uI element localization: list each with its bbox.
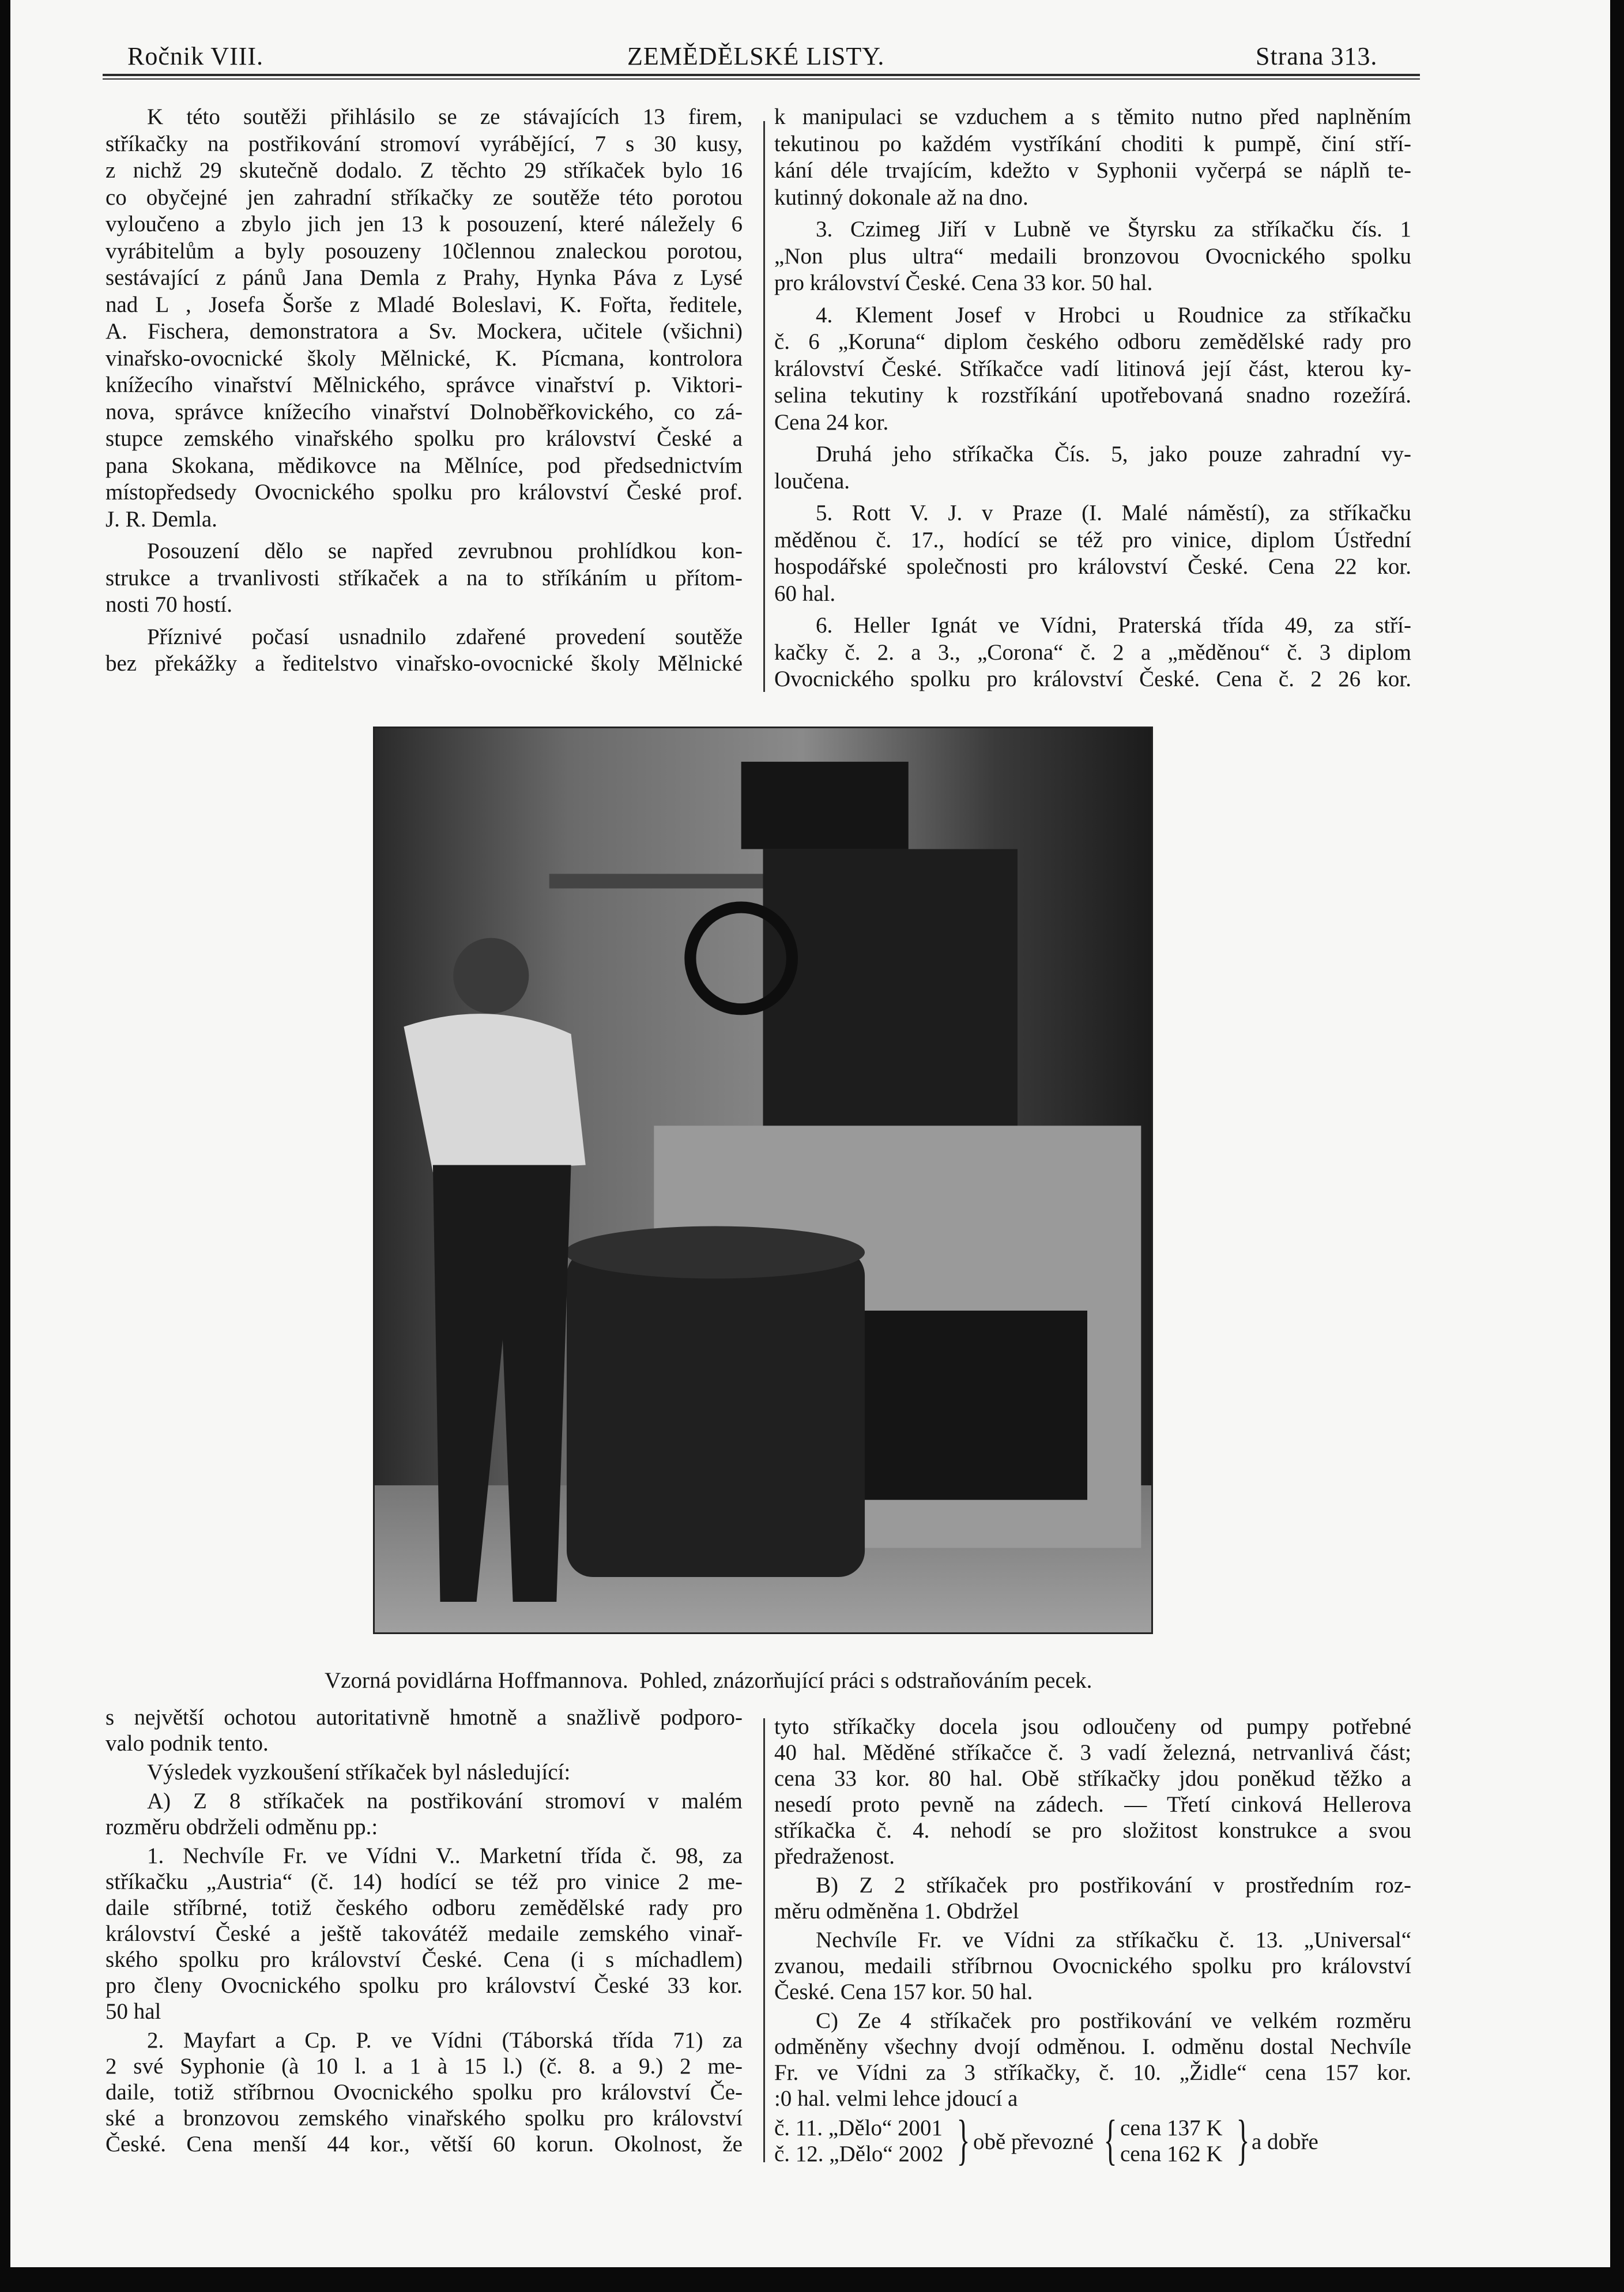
brace-price: cena 162 K bbox=[1120, 2142, 1223, 2166]
text-line: bez překážky a ředitelstvo vinařsko-ovocnické školy Mělnické bbox=[105, 651, 743, 676]
text-line: hospodářské společnosti pro království České. Cena 22 kor. bbox=[774, 554, 1411, 579]
paragraph bbox=[774, 612, 1411, 693]
text-line: království České a ještě takovátéž medaile zemského vinař- bbox=[105, 1921, 743, 1946]
text-line: co obyčejné jen zahradní stříkačky ze soutěže této porotou bbox=[105, 185, 743, 210]
text-line: vinařsko-ovocnické školy Mělnické, K. Pícmana, kontrolora bbox=[105, 345, 743, 371]
paragraph bbox=[774, 302, 1411, 436]
text-line: nad L , Josefa Šorše z Mladé Boleslavi, K. Fořta, ředitele, bbox=[105, 292, 743, 317]
text-line: 5. Rott V. J. v Praze (I. Malé náměstí), za stříkačku bbox=[816, 500, 1411, 525]
text-line: 60 hal. bbox=[774, 581, 836, 606]
text-line: měru odměněna 1. Obdržel bbox=[774, 1899, 1019, 1924]
text-line: J. R. Demla. bbox=[105, 506, 217, 532]
brace-shared-label: obě převozné bbox=[973, 2129, 1094, 2154]
photo-table-opening bbox=[854, 1311, 1087, 1500]
text-line: kání déle trvajícím, kdežto v Syphonii vyčerpá se náplň te- bbox=[774, 158, 1411, 183]
text-line: vyrábitelům a byly posouzeny 10člennou znaleckou porotou, bbox=[105, 238, 743, 264]
paragraph bbox=[105, 1788, 743, 1840]
text-line: Druhá jeho stříkačka Čís. 5, jako pouze zahradní vy- bbox=[816, 442, 1411, 466]
text-line: měděnou č. 17., hodící se též pro vinice, diplom Ústřední bbox=[774, 527, 1411, 552]
text-line: 1. Nechvíle Fr. ve Vídni V.. Marketní třída č. 98, za bbox=[147, 1843, 743, 1868]
paragraph bbox=[105, 2027, 743, 2157]
photo-vat bbox=[567, 1250, 865, 1577]
text-line: selina tekutiny k rozstříkání upotřebovaná snadno rozežírá. bbox=[774, 383, 1411, 408]
right-brace-icon: } bbox=[1236, 2109, 1250, 2170]
figure-photo bbox=[373, 727, 1153, 1634]
paragraph bbox=[774, 2008, 1411, 2112]
photo-hood bbox=[741, 762, 909, 849]
text-line: pro členy Ovocnického spolku pro království České 33 kor. bbox=[105, 1973, 743, 1998]
text-line: odměněny všechny dvojí odměnou. I. odměnu dostal Nechvíle bbox=[774, 2034, 1411, 2059]
text-line: pro království České. Cena 33 kor. 50 hal. bbox=[774, 270, 1153, 295]
text-line: 2 své Syphonie (à 10 l. a 1 à 15 l.) (č. 8. a 9.) 2 me- bbox=[105, 2054, 743, 2079]
text-line: království České. Stříkačce vadí litinová její část, kterou ky- bbox=[774, 356, 1411, 381]
newspaper-page bbox=[10, 0, 1610, 2267]
text-line: B) Z 2 stříkaček pro postřikování v prostředním roz- bbox=[816, 1873, 1411, 1898]
text-line: 2. Mayfart a Cp. P. ve Vídni (Táborská třída 71) za bbox=[147, 2028, 743, 2053]
brace-price: cena 137 K bbox=[1120, 2116, 1223, 2140]
paragraph bbox=[105, 1843, 743, 2024]
text-line: 6. Heller Ignát ve Vídni, Praterská třída 49, za stří- bbox=[816, 613, 1411, 638]
paragraph bbox=[774, 1872, 1411, 1924]
text-line: České. Cena 157 kor. 50 hal. bbox=[774, 1979, 1033, 2004]
text-line: 3. Czimeg Jiří v Lubně ve Štyrsku za stříkačku čís. 1 bbox=[816, 217, 1411, 242]
photo-man-shirt bbox=[404, 1014, 585, 1172]
brace-items bbox=[774, 2115, 944, 2167]
paragraph bbox=[105, 1704, 743, 1756]
brace-item: č. 12. „Dělo“ 2002 bbox=[774, 2142, 944, 2166]
text-line: cena 33 kor. 80 hal. Obě stříkačky jdou poněkud těžko a bbox=[774, 1766, 1411, 1791]
text-line: kačky č. 2. a 3., „Corona“ č. 2 a „měděnou“ č. 3 diplom bbox=[774, 639, 1411, 665]
text-line: tekutinou po každém vystříkání choditi k pumpě, činí stří- bbox=[774, 131, 1411, 156]
paragraph bbox=[774, 216, 1411, 297]
text-line: tyto stříkačky docela jsou odloučeny od pumpy potřebné bbox=[774, 1714, 1411, 1739]
text-line: daile, totiž stříbrnou Ovocnického spolku pro království Če- bbox=[105, 2080, 743, 2105]
paragraph bbox=[774, 1714, 1411, 1869]
text-line: Cena 24 kor. bbox=[774, 409, 889, 435]
text-line: předraženost. bbox=[774, 1844, 895, 1869]
text-line: A) Z 8 stříkaček na postřikování stromoví v malém bbox=[147, 1789, 743, 1813]
right-brace-icon: } bbox=[956, 2109, 970, 2170]
text-line: loučena. bbox=[774, 468, 850, 494]
article-column-top-left bbox=[105, 104, 743, 678]
text-line: „Non plus ultra“ medaili bronzovou Ovocnického spolku bbox=[774, 243, 1411, 269]
text-line: nosti 70 hostí. bbox=[105, 592, 232, 617]
article-column-top-right bbox=[774, 104, 1411, 693]
text-line: Posouzení dělo se napřed zevrubnou prohlídkou kon- bbox=[147, 539, 743, 563]
text-line: č. 6 „Koruna“ diplom českého odboru zemědělské rady pro bbox=[774, 329, 1411, 354]
left-brace-icon: { bbox=[1103, 2109, 1117, 2170]
paragraph bbox=[105, 1759, 743, 1785]
brace-tail-label: a dobře bbox=[1252, 2129, 1318, 2154]
text-line: sestávající z pánů Jana Demla z Prahy, Hynka Páva z Lysé bbox=[105, 265, 743, 290]
journal-title: ZEMĚDĚLSKÉ LISTY. bbox=[627, 42, 885, 70]
text-line: kutinný dokonale až na dno. bbox=[774, 185, 1028, 210]
paragraph bbox=[774, 104, 1411, 211]
text-line: K této soutěži přihlásilo se ze stávajících 13 firem, bbox=[147, 104, 743, 129]
page-number: Strana 313. bbox=[1256, 42, 1378, 70]
text-line: místopředsedy Ovocnického spolku pro království České prof. bbox=[105, 480, 743, 505]
text-line: stříkačka č. 4. nehodí se pro složitost konstrukce a svou bbox=[774, 1818, 1411, 1843]
text-line: z nichž 29 skutečně dodalo. Z těchto 29 stříkaček bylo 16 bbox=[105, 158, 743, 183]
text-line: Fr. ve Vídni za 3 stříkačky, č. 10. „Židle“ cena 157 kor. bbox=[774, 2060, 1411, 2085]
paragraph bbox=[774, 441, 1411, 495]
column-divider-bottom bbox=[763, 1718, 765, 2162]
price-brace-table bbox=[774, 2109, 1414, 2173]
text-line: stupce zemského vinařského spolku pro království České a bbox=[105, 426, 743, 451]
header-rule bbox=[103, 74, 1420, 76]
text-line: k manipulaci se vzduchem a s těmito nutno před naplněním bbox=[774, 104, 1411, 129]
text-line: Ovocnického spolku pro království České. Cena č. 2 26 kor. bbox=[774, 667, 1411, 691]
text-line: valo podnik tento. bbox=[105, 1731, 269, 1756]
text-line: s největší ochotou autoritativně hmotně a snažlivě podporo- bbox=[105, 1705, 743, 1730]
text-line: pana Skokana, mědikovce na Mělníce, pod předsednictvím bbox=[105, 453, 743, 478]
text-line: zvanou, medaili stříbrnou Ovocnického spolku pro království bbox=[774, 1954, 1411, 1978]
column-divider bbox=[763, 121, 765, 692]
text-line: stříkačky na postřikování stromoví vyrábějící, 7 s 30 kusy, bbox=[105, 131, 743, 156]
text-line: Příznivé počasí usnadnilo zdařené provedení soutěže bbox=[147, 624, 743, 649]
photo-vat-rim bbox=[565, 1226, 865, 1279]
header-rule-thin bbox=[103, 78, 1420, 80]
text-line: Nechvíle Fr. ve Vídni za stříkačku č. 13. „Universal“ bbox=[816, 1928, 1411, 1952]
photo-man-head bbox=[453, 938, 529, 1014]
paragraph bbox=[105, 104, 743, 533]
text-line: stříkačku „Austria“ (č. 14) hodící se též pro vinice 2 me- bbox=[105, 1869, 743, 1894]
text-line: daile stříbrné, totiž českého odboru zemědělské rady pro bbox=[105, 1895, 743, 1920]
text-line: nova, správce knížecího vinařství Dolnoběřkovického, co zá- bbox=[105, 399, 743, 424]
figure-caption: Vzorná povidlárna Hoffmannova. Pohled, znázorňující práci s odstraňováním pecek. bbox=[325, 1668, 1092, 1693]
text-line: rozměru obdrželi odměnu pp.: bbox=[105, 1815, 378, 1839]
paragraph bbox=[105, 624, 743, 678]
article-column-bottom-right bbox=[774, 1714, 1411, 2112]
paragraph bbox=[774, 500, 1411, 607]
paragraph bbox=[774, 1927, 1411, 2005]
text-line: strukce a trvanlivosti stříkaček a na to stříkáním u přítom- bbox=[105, 565, 743, 590]
paragraph bbox=[105, 538, 743, 619]
photo-rack bbox=[549, 874, 767, 888]
text-line: 50 hal bbox=[105, 1999, 161, 2024]
text-line: nesedí proto pevně na zádech. — Třetí cinková Hellerova bbox=[774, 1792, 1411, 1817]
text-line: vyloučeno a zbylo jich jen 13 k posouzení, které náležely 6 bbox=[105, 212, 743, 236]
text-line: ské a bronzovou zemského vinařského spolku pro království bbox=[105, 2106, 743, 2131]
text-line: knížecího vinařství Mělnického, správce vinařství p. Viktori- bbox=[105, 372, 743, 397]
text-line: C) Ze 4 stříkaček pro postřikování ve velkém rozměru bbox=[816, 2008, 1411, 2033]
text-line: Výsledek vyzkoušení stříkaček byl následující: bbox=[147, 1760, 571, 1785]
text-line: ského spolku pro království České. Cena (i s míchadlem) bbox=[105, 1947, 743, 1972]
article-column-bottom-left bbox=[105, 1704, 743, 2157]
brace-item: č. 11. „Dělo“ 2001 bbox=[774, 2116, 943, 2140]
text-line: 4. Klement Josef v Hrobci u Roudnice za stříkačku bbox=[816, 302, 1411, 328]
text-line: České. Cena menší 44 kor., větší 60 korun. Okolnost, že bbox=[105, 2132, 743, 2156]
text-line: 40 hal. Měděné stříkačce č. 3 vadí železná, netrvanlivá část; bbox=[774, 1740, 1411, 1765]
text-line: A. Fischera, demonstratora a Sv. Mockera, učitele (všichni) bbox=[105, 319, 743, 344]
brace-prices bbox=[1120, 2115, 1223, 2167]
text-line: :0 hal. velmi lehce jdoucí a bbox=[774, 2086, 1018, 2111]
volume-label: Ročnik VIII. bbox=[127, 42, 264, 70]
